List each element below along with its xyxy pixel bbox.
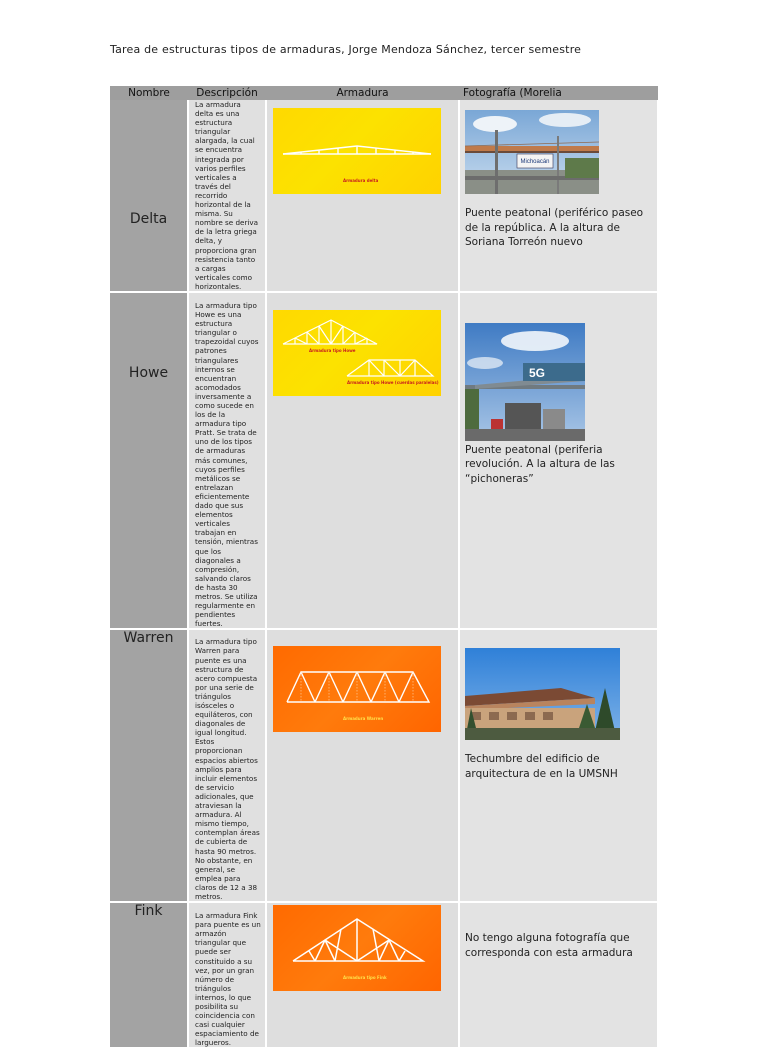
photo-sign-text: 5G <box>529 365 546 380</box>
row-photo-cell <box>459 629 658 902</box>
fink-truss-slide <box>273 905 441 991</box>
warren-truss-slide <box>273 646 441 732</box>
building-photo-warren <box>465 648 620 740</box>
row-truss-cell <box>266 100 459 292</box>
row-name-cell <box>110 292 188 629</box>
row-name-cell <box>110 629 188 902</box>
row-photo-cell <box>459 902 658 1048</box>
bridge-photo-delta <box>465 110 599 194</box>
photo-description: No tengo alguna fotografía que corresponda con esta armadura <box>465 932 633 959</box>
howe-truss-slide <box>273 310 441 396</box>
header-photo: Fotografía (Morelia <box>459 86 658 100</box>
row-truss-cell <box>266 292 459 629</box>
table-header-row <box>110 86 658 100</box>
table-row <box>110 292 658 629</box>
row-description: La armadura delta es una estructura triangular alargada, la cual se encuentra integrada por varios perfiles verticales a través del recorrido horizontal de la misma. Su nombre se deriva de la letra griega delta, y proporciona gran resistencia tanto a cargas verticales como horizontales. <box>188 100 266 292</box>
truss-caption: Armadura tipo Howe <box>309 347 356 353</box>
table-row <box>110 902 658 1048</box>
truss-caption: Armadura tipo Howe (cuerdas paralelas) <box>347 379 439 385</box>
row-name: Delta <box>129 211 168 227</box>
row-photo-cell <box>459 100 658 292</box>
row-description: La armadura tipo Warren para puente es una estructura de acero compuesta por una serie de triángulos isósceles o equiláteros, con diagonales de igual longitud. Estos proporcionan espacios abiertos amplios para incluir elementos de servicio adicionales, que atraviesan la armadura. Al mismo tiempo, contemplan áreas de cubierta de hasta 90 metros. No obstante, en general, se emplea para claros de 12 a 38 metros. <box>188 629 266 902</box>
row-name: Warren <box>123 630 174 647</box>
row-description: La armadura tipo Howe es una estructura triangular o trapezoidal cuyos patrones triangulares internos se encuentran acomodados inversamente a como sucede en los de la armadura tipo Pratt. Se trata de uno de los tipos de armaduras más comunes, cuyos perfiles metálicos se entrelazan eficientemente dado que sus elementos verticales trabajan en tensión, mientras que los diagonales a compresión, salvando claros de hasta 30 metros. Se utiliza regularmente en pendientes fuertes. <box>188 292 266 629</box>
delta-truss-slide <box>273 108 441 194</box>
row-name-cell <box>110 902 188 1048</box>
bridge-photo-howe <box>465 323 585 441</box>
row-description: La armadura Fink para puente es un armazón triangular que puede ser constituido a su vez, por un gran número de triángulos internos, lo que posibilita su coincidencia con casi cualquier espaciamiento de largueros. <box>188 902 266 1048</box>
truss-caption: Armadura delta <box>343 178 379 183</box>
row-truss-cell <box>266 902 459 1048</box>
row-name: Howe <box>128 364 169 381</box>
header-truss: Armadura <box>266 86 459 100</box>
truss-types-table <box>110 86 659 1049</box>
document-title: Tarea de estructuras tipos de armaduras, Jorge Mendoza Sánchez, tercer semestre <box>110 43 582 56</box>
row-name: Fink <box>134 903 163 920</box>
row-name-cell <box>110 100 188 292</box>
table-row <box>110 100 658 292</box>
row-truss-cell <box>266 629 459 902</box>
truss-caption: Armadura tipo Fink <box>343 975 387 981</box>
row-photo-cell <box>459 292 658 629</box>
photo-description: Puente peatonal (periférico paseo de la república. A la altura de Soriana Torreón nuevo <box>465 207 644 248</box>
photo-description: Techumbre del edificio de arquitectura de en la UMSNH <box>465 753 618 780</box>
header-name: Nombre <box>110 86 188 100</box>
header-description: Descripción <box>188 86 266 100</box>
photo-description: Puente peatonal (periferia revolución. A la altura de las “pichoneras” <box>465 443 615 485</box>
truss-caption: Armadura Warren <box>343 716 384 722</box>
table-row <box>110 629 658 902</box>
photo-sign-text: Michoacán <box>520 159 550 165</box>
